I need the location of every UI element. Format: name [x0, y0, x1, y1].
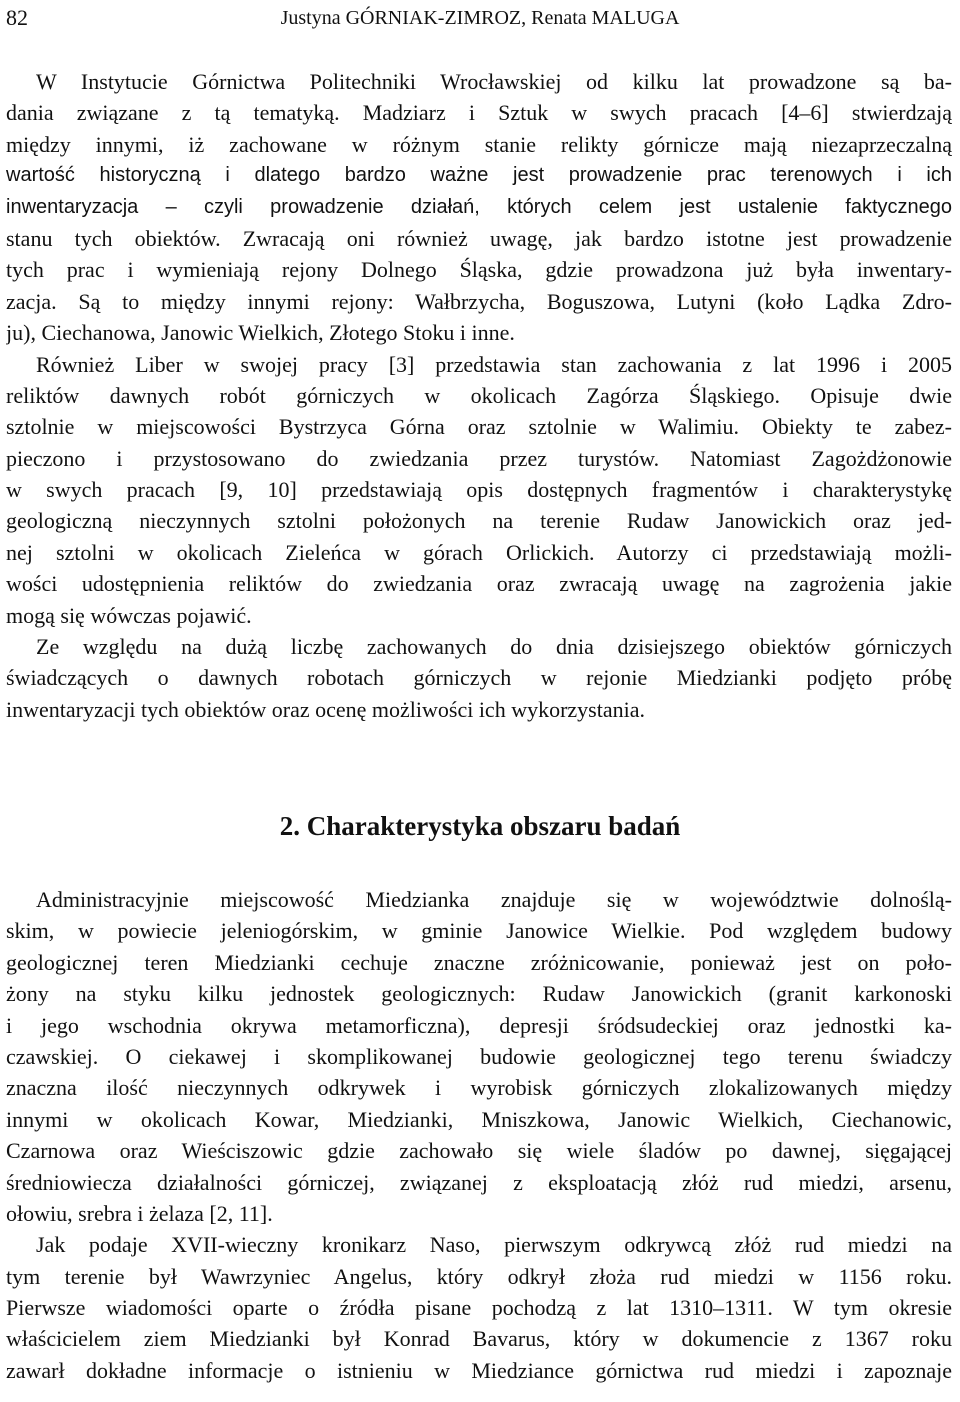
text-line: inwentaryzacja – czyli prowadzenie działań, których celem jest ustalenie faktycznego	[6, 195, 952, 218]
text-line: między innymi, iż zachowane w różnym stanie relikty górnicze mają niezaprzeczalną	[6, 131, 952, 157]
text-line: zawarł dokładne informacje o istnieniu w Miedziance górnictwa rud miedzi i zapoznaje	[6, 1357, 952, 1383]
text-line: skim, w powiecie jeleniogórskim, w gminie Janowice Wielkie. Pod względem budowy	[6, 918, 952, 944]
text-line: pieczono i przystosowano do zwiedzania przez turystów. Natomiast Zagożdżonowie	[6, 445, 952, 471]
text-line: żony na styku kilku jednostek geologicznych: Rudaw Janowickich (granit karkonoski	[6, 981, 952, 1007]
text-line: geologiczną nieczynnych sztolni położonych na terenie Rudaw Janowickich oraz jed-	[6, 508, 952, 534]
text-line: stanu tych obiektów. Zwracają oni również uwagę, jak bardzo istotne jest prowadzenie	[6, 225, 952, 251]
text-line: właścicielem ziem Miedzianki był Konrad Bavarus, który w dokumencie z 1367 roku	[6, 1326, 952, 1352]
text-line: znaczna ilość nieczynnych odkrywek i wyrobisk górniczych zlokalizowanych między	[6, 1075, 952, 1101]
text-line: geologicznej teren Miedzianki cechuje znaczne zróżnicowanie, ponieważ jest on poło-	[6, 949, 952, 975]
running-head-authors: Justyna GÓRNIAK-ZIMROZ, Renata MALUGA	[280, 7, 680, 29]
text-line: tym terenie był Wawrzyniec Angelus, który odkrył złoża rud miedzi w 1156 roku.	[6, 1263, 952, 1289]
text-line: Czarnowa oraz Wieściszowic gdzie zachowało się wiele śladów po dawnej, sięgającej	[6, 1138, 952, 1164]
page-header	[0, 0, 960, 40]
page-number: 82	[6, 5, 28, 30]
text-line: Ze względu na dużą liczbę zachowanych do dnia dzisiejszego obiektów górniczych	[36, 634, 952, 660]
section-text	[6, 884, 952, 1386]
text-line: ju), Ciechanowa, Janowic Wielkich, Złotego Stoku i inne.	[6, 320, 515, 346]
text-line: dania związane z tą tematyką. Madziarz i Sztuk w swych pracach [4–6] stwierdzają	[6, 100, 952, 126]
text-line: tych prac i wymieniają rejony Dolnego Śląska, gdzie prowadzona już była inwentary-	[6, 257, 952, 283]
text-line: reliktów dawnych robót górniczych w okolicach Zagórza Śląskiego. Opisuje dwie	[6, 382, 952, 408]
text-line: innymi w okolicach Kowar, Miedzianki, Mniszkowa, Janowic Wielkich, Ciechanowic,	[6, 1106, 952, 1132]
text-line: W Instytucie Górnictwa Politechniki Wrocławskiej od kilku lat prowadzone są ba-	[36, 69, 952, 94]
text-line: Administracyjnie miejscowość Miedzianka znajduje się w województwie dolnoślą-	[36, 887, 952, 912]
text-line: świadczących o dawnych robotach górniczych w rejonie Miedzianki podjęto próbę	[6, 665, 952, 691]
text-line: zacja. Są to między innymi rejony: Wałbrzycha, Boguszowa, Lutyni (koło Lądka Zdro-	[6, 288, 952, 314]
text-line: nej sztolni w okolicach Zieleńca w górach Orlickich. Autorzy ci przedstawiają możli-	[6, 539, 952, 565]
text-line: ołowiu, srebra i żelaza [2, 11].	[6, 1200, 273, 1226]
text-line: wartość historyczną i dlatego bardzo ważne jest prowadzenie prac terenowych i ich	[6, 164, 952, 187]
text-line: średniowiecza działalności górniczej, związanej z eksploatacją złóż rud miedzi, arsenu,	[6, 1169, 952, 1195]
text-line: i jego wschodnia okrywa metamorficzna), depresji śródsudeckiej oraz jednostki ka-	[6, 1012, 952, 1038]
intro-text	[6, 66, 952, 725]
text-line: w swych pracach [9, 10] przedstawiają opis dostępnych fragmentów i charakterystykę	[6, 477, 952, 503]
text-line: mogą się wówczas pojawić.	[6, 602, 252, 628]
text-line: wości udostępnienia reliktów do zwiedzania oraz zwracają uwagę na zagrożenia jakie	[6, 571, 952, 597]
text-line: Również Liber w swojej pracy [3] przedstawia stan zachowania z lat 1996 i 2005	[36, 351, 952, 377]
section-heading: 2. Charakterystyka obszaru badań	[279, 811, 681, 841]
text-line: sztolnie w miejscowości Bystrzyca Górna oraz sztolnie w Walimiu. Obiekty te zabez-	[6, 414, 952, 440]
text-line: inwentaryzacji tych obiektów oraz ocenę możliwości ich wykorzystania.	[6, 696, 645, 722]
text-line: Pierwsze wiadomości oparte o źródła pisane pochodzą z lat 1310–1311. W tym okresie	[6, 1295, 952, 1321]
text-line: czawskiej. O ciekawej i skomplikowanej budowie geologicznej tego terenu świadczy	[6, 1043, 952, 1069]
text-line: Jak podaje XVII-wieczny kronikarz Naso, pierwszym odkrywcą złóż rud miedzi na	[36, 1232, 952, 1258]
